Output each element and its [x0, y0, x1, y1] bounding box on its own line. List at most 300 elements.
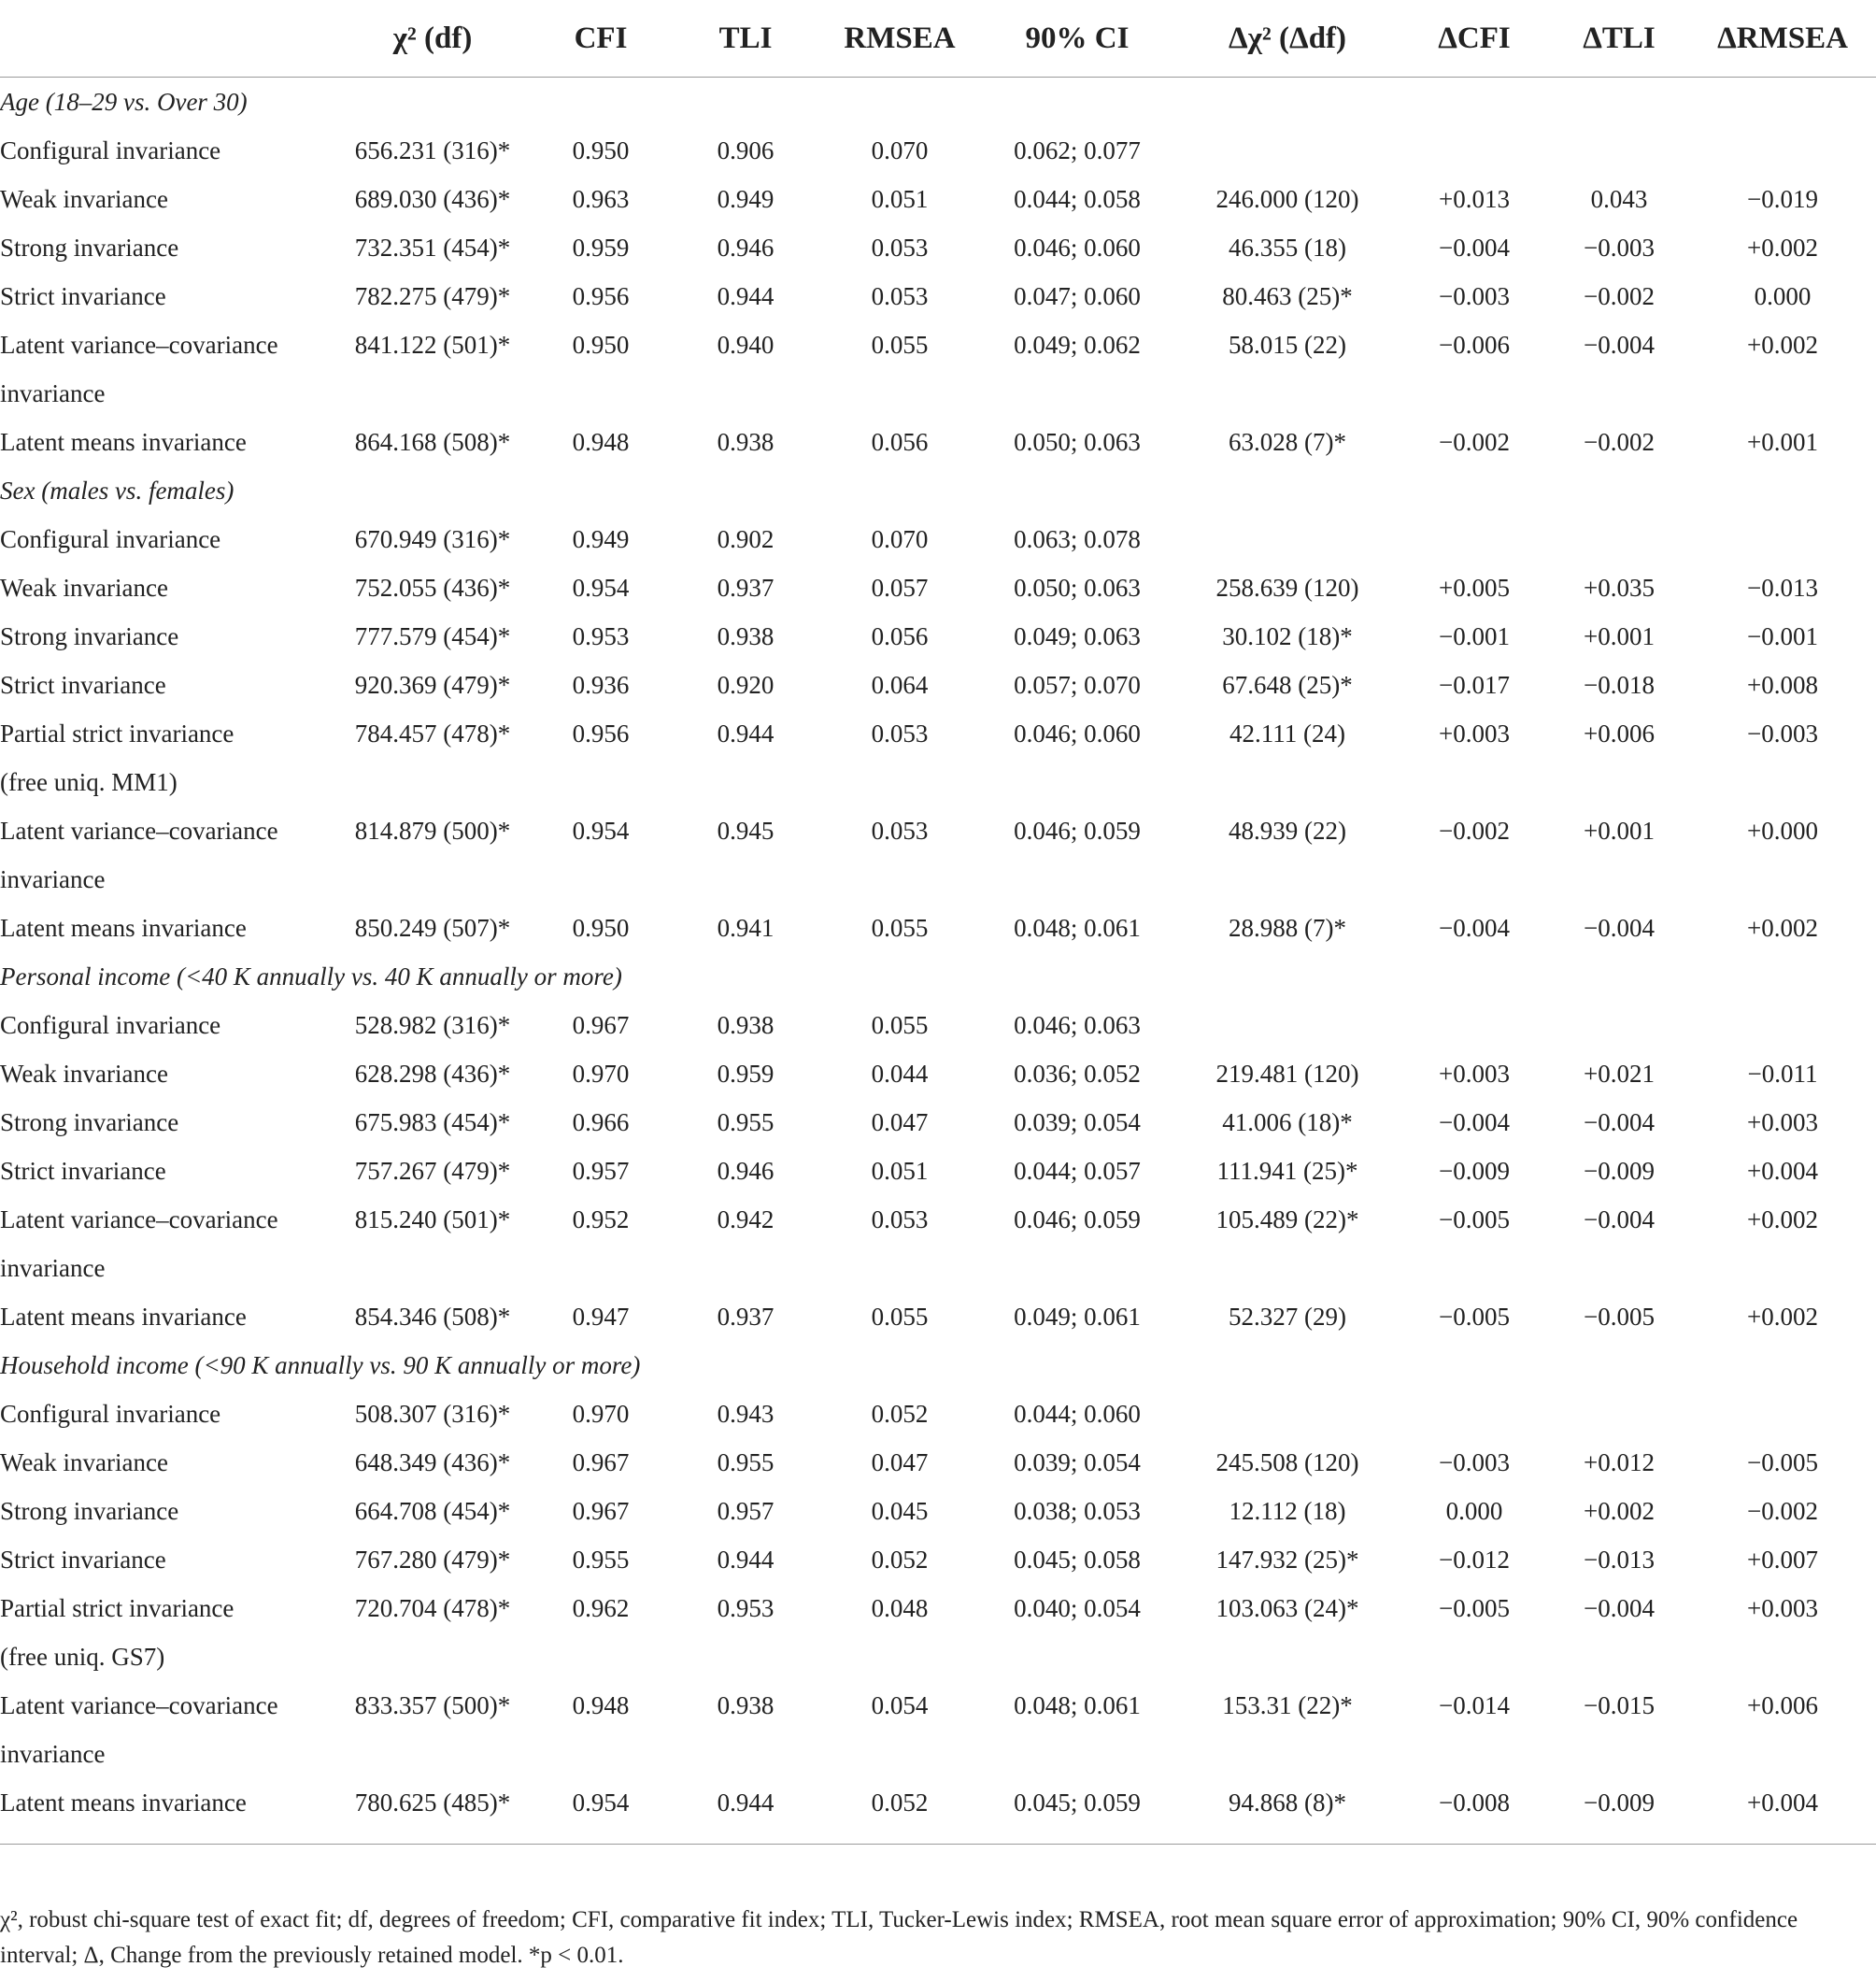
cell-dtli: −0.005 [1584, 1303, 1655, 1331]
cell-dtli: −0.013 [1584, 1546, 1655, 1574]
group-title: Sex (males vs. females) [0, 477, 234, 505]
row-label [0, 1535, 334, 1584]
cell-chi2: 720.704 (478)* [354, 1594, 511, 1622]
cell-dcfi: 0.000 [1445, 1497, 1503, 1525]
cell-ci: 0.048; 0.061 [1014, 1691, 1141, 1719]
table-row [0, 1049, 1876, 1098]
row-label-text: Latent means invariance [0, 914, 247, 942]
cell-cfi: 0.947 [572, 1303, 630, 1331]
cell-tli: 0.937 [717, 1303, 775, 1331]
cell-dcfi: +0.013 [1439, 185, 1510, 213]
cell-drmsea [1689, 1390, 1876, 1438]
cell-tli: 0.940 [717, 331, 775, 359]
header-delta-rmsea: ΔRMSEA [1689, 0, 1876, 78]
cell-tli: 0.946 [717, 234, 775, 262]
row-label-text: Strict invariance [0, 282, 166, 310]
cell-ci: 0.045; 0.059 [979, 1778, 1175, 1845]
cell-chi2: 841.122 (501)* [354, 331, 511, 359]
cell-rmsea: 0.070 [871, 136, 929, 164]
row-label-text: Latent variance–covariance [0, 331, 278, 359]
header-chi2: χ² (df) [334, 0, 531, 78]
cell-drmsea: +0.003 [1747, 1108, 1818, 1136]
cell-tli: 0.944 [717, 1546, 775, 1574]
cell-dchi2: 147.932 (25)* [1215, 1546, 1359, 1574]
cell-cfi: 0.950 [572, 331, 630, 359]
cell-dcfi [1400, 126, 1549, 175]
cell-rmsea: 0.056 [871, 622, 929, 650]
cell-dtli: −0.002 [1584, 428, 1655, 456]
cell-tli: 0.945 [717, 817, 775, 845]
cell-cfi: 0.949 [572, 525, 630, 553]
table-row [0, 272, 1876, 321]
cell-drmsea: +0.002 [1747, 1303, 1818, 1331]
cell-dcfi: −0.005 [1439, 1205, 1510, 1233]
cell-chi2: 528.982 (316)* [354, 1011, 511, 1039]
cell-drmsea: −0.011 [1747, 1060, 1818, 1088]
cell-dchi2: 48.939 (22) [1229, 817, 1346, 845]
cell-dtli: +0.002 [1584, 1497, 1655, 1525]
cell-dchi2: 245.508 (120) [1215, 1448, 1359, 1476]
table-row [0, 1778, 1876, 1845]
table-row [0, 1098, 1876, 1147]
table-row [0, 223, 1876, 272]
cell-ci: 0.046; 0.060 [1014, 234, 1141, 262]
row-label [0, 661, 334, 709]
cell-tli: 0.920 [717, 671, 775, 699]
group-header-row [0, 78, 1876, 127]
table-row [0, 806, 1876, 904]
cell-rmsea: 0.055 [871, 914, 929, 942]
cell-drmsea: −0.001 [1747, 622, 1818, 650]
header-delta-tli: ΔTLI [1549, 0, 1689, 78]
table-row [0, 1147, 1876, 1195]
cell-cfi: 0.967 [572, 1011, 630, 1039]
cell-rmsea: 0.052 [871, 1400, 929, 1428]
row-label-text: Strong invariance [0, 234, 179, 262]
cell-ci: 0.062; 0.077 [1014, 136, 1141, 164]
cell-dtli: +0.001 [1584, 817, 1655, 845]
row-label [0, 1147, 334, 1195]
row-label-text: Partial strict invariance [0, 720, 234, 748]
cell-dcfi [1400, 1390, 1549, 1438]
cell-tli: 0.943 [717, 1400, 775, 1428]
row-label [0, 1487, 334, 1535]
row-label-text: Latent means invariance [0, 1789, 247, 1817]
cell-tli: 0.957 [717, 1497, 775, 1525]
cell-rmsea: 0.052 [871, 1546, 929, 1574]
group-header-row [0, 952, 1876, 1001]
cell-dcfi: −0.006 [1439, 331, 1510, 359]
cell-dchi2: 30.102 (18)* [1222, 622, 1353, 650]
cell-dcfi: −0.002 [1439, 817, 1510, 845]
cell-dcfi: −0.008 [1400, 1778, 1549, 1845]
cell-ci: 0.040; 0.054 [1014, 1594, 1141, 1622]
cell-ci: 0.044; 0.058 [1014, 185, 1141, 213]
cell-tli: 0.938 [717, 622, 775, 650]
group-title: Age (18–29 vs. Over 30) [0, 88, 248, 116]
header-rmsea: RMSEA [820, 0, 979, 78]
cell-dcfi: −0.005 [1439, 1594, 1510, 1622]
cell-ci: 0.063; 0.078 [1014, 525, 1141, 553]
cell-dcfi: +0.003 [1439, 1060, 1510, 1088]
cell-rmsea: 0.056 [871, 428, 929, 456]
cell-dcfi: −0.004 [1439, 234, 1510, 262]
cell-tli: 0.938 [717, 428, 775, 456]
cell-drmsea: +0.003 [1747, 1594, 1818, 1622]
row-label-text: Strong invariance [0, 1497, 179, 1525]
cell-chi2: 814.879 (500)* [354, 817, 511, 845]
table-row [0, 1438, 1876, 1487]
cell-dcfi [1400, 1001, 1549, 1049]
cell-dcfi: −0.014 [1439, 1691, 1510, 1719]
cell-dtli: 0.043 [1590, 185, 1648, 213]
cell-drmsea: +0.002 [1747, 914, 1818, 942]
cell-dtli: −0.009 [1549, 1778, 1689, 1845]
cell-chi2: 757.267 (479)* [354, 1157, 511, 1185]
cell-tli: 0.944 [671, 1778, 820, 1845]
row-label-text: Latent variance–covariance [0, 817, 278, 845]
cell-chi2: 752.055 (436)* [354, 574, 511, 602]
cell-tli: 0.906 [717, 136, 775, 164]
table-body [0, 78, 1876, 1845]
cell-drmsea: +0.004 [1747, 1157, 1818, 1185]
cell-dtli: +0.006 [1584, 720, 1655, 748]
cell-dtli: −0.009 [1584, 1157, 1655, 1185]
cell-drmsea [1689, 126, 1876, 175]
cell-cfi: 0.963 [572, 185, 630, 213]
row-label-continuation: invariance [0, 1254, 106, 1282]
cell-drmsea: −0.013 [1747, 574, 1818, 602]
row-label [0, 1195, 334, 1292]
cell-dcfi: −0.004 [1439, 914, 1510, 942]
table-row [0, 1195, 1876, 1292]
row-label-continuation: invariance [0, 1740, 106, 1768]
row-label-text: Weak invariance [0, 574, 168, 602]
cell-tli: 0.944 [717, 720, 775, 748]
cell-chi2: 784.457 (478)* [354, 720, 511, 748]
row-label [0, 272, 334, 321]
row-label-text: Strict invariance [0, 671, 166, 699]
row-label [0, 1584, 334, 1681]
cell-ci: 0.039; 0.054 [1014, 1448, 1141, 1476]
cell-drmsea [1689, 515, 1876, 563]
cell-dtli [1549, 1001, 1689, 1049]
cell-tli: 0.955 [717, 1448, 775, 1476]
cell-drmsea: +0.002 [1747, 1205, 1818, 1233]
row-label [0, 1049, 334, 1098]
row-label-text: Configural invariance [0, 1011, 221, 1039]
cell-cfi: 0.956 [572, 282, 630, 310]
header-row [0, 0, 1876, 78]
row-label [0, 1098, 334, 1147]
cell-chi2: 689.030 (436)* [354, 185, 511, 213]
cell-tli: 0.946 [717, 1157, 775, 1185]
cell-chi2: 777.579 (454)* [354, 622, 511, 650]
row-label [0, 515, 334, 563]
cell-cfi: 0.952 [572, 1205, 630, 1233]
row-label-text: Configural invariance [0, 136, 221, 164]
cell-dcfi: −0.003 [1439, 282, 1510, 310]
cell-drmsea: +0.001 [1747, 428, 1818, 456]
cell-ci: 0.044; 0.057 [1014, 1157, 1141, 1185]
cell-chi2: 780.625 (485)* [334, 1778, 531, 1845]
cell-drmsea: −0.019 [1747, 185, 1818, 213]
cell-dchi2: 63.028 (7)* [1229, 428, 1346, 456]
table-row [0, 1292, 1876, 1341]
cell-chi2: 833.357 (500)* [354, 1691, 511, 1719]
cell-ci: 0.046; 0.063 [1014, 1011, 1141, 1039]
cell-rmsea: 0.054 [871, 1691, 929, 1719]
cell-dtli: +0.021 [1584, 1060, 1655, 1088]
cell-dchi2: 67.648 (25)* [1222, 671, 1353, 699]
header-label [0, 0, 334, 78]
cell-ci: 0.045; 0.058 [1014, 1546, 1141, 1574]
table-row [0, 1584, 1876, 1681]
row-label [0, 126, 334, 175]
cell-dcfi: −0.004 [1439, 1108, 1510, 1136]
row-label-text: Latent means invariance [0, 1303, 247, 1331]
row-label-continuation: (free uniq. GS7) [0, 1643, 165, 1671]
cell-rmsea: 0.044 [871, 1060, 929, 1088]
cell-chi2: 815.240 (501)* [354, 1205, 511, 1233]
cell-dcfi: −0.001 [1439, 622, 1510, 650]
group-header-row [0, 466, 1876, 515]
row-label [0, 1438, 334, 1487]
cell-rmsea: 0.047 [871, 1108, 929, 1136]
row-label-text: Weak invariance [0, 1060, 168, 1088]
cell-ci: 0.036; 0.052 [1014, 1060, 1141, 1088]
table-row [0, 709, 1876, 806]
row-label [0, 709, 334, 806]
cell-dcfi: −0.017 [1439, 671, 1510, 699]
cell-chi2: 508.307 (316)* [354, 1400, 511, 1428]
cell-rmsea: 0.053 [871, 817, 929, 845]
row-label-text: Weak invariance [0, 1448, 168, 1476]
table-row [0, 1681, 1876, 1778]
cell-dchi2: 105.489 (22)* [1215, 1205, 1359, 1233]
cell-ci: 0.049; 0.061 [1014, 1303, 1141, 1331]
row-label-text: Strict invariance [0, 1157, 166, 1185]
cell-tli: 0.902 [717, 525, 775, 553]
group-header-row [0, 1341, 1876, 1390]
cell-rmsea: 0.053 [871, 720, 929, 748]
table-footnote: χ², robust chi-square test of exact fit; df, degrees of freedom; CFI, comparative fit index; TLI, Tucker-Lewis index; RMSEA, root mean square error of approximation; 90% CI, 90% confidence interval; Δ, Change from the previously retained model. *p < 0.01. [0, 1907, 1798, 1968]
cell-dtli [1549, 126, 1689, 175]
row-label [0, 1292, 334, 1341]
cell-dchi2: 58.015 (22) [1229, 331, 1346, 359]
row-label [0, 1681, 334, 1778]
cell-chi2: 732.351 (454)* [354, 234, 511, 262]
cell-drmsea: +0.007 [1747, 1546, 1818, 1574]
cell-drmsea: +0.004 [1689, 1778, 1876, 1845]
row-label-text: Latent means invariance [0, 428, 247, 456]
cell-chi2: 782.275 (479)* [354, 282, 511, 310]
cell-cfi: 0.950 [572, 136, 630, 164]
cell-tli: 0.938 [717, 1691, 775, 1719]
cell-dchi2: 12.112 (18) [1229, 1497, 1346, 1525]
row-label [0, 321, 334, 418]
cell-ci: 0.050; 0.063 [1014, 574, 1141, 602]
cell-cfi: 0.957 [572, 1157, 630, 1185]
cell-dchi2: 111.941 (25)* [1216, 1157, 1358, 1185]
cell-dcfi: −0.003 [1439, 1448, 1510, 1476]
cell-chi2: 648.349 (436)* [354, 1448, 511, 1476]
cell-drmsea: +0.002 [1747, 331, 1818, 359]
cell-dchi2 [1175, 515, 1400, 563]
cell-cfi: 0.959 [572, 234, 630, 262]
cell-rmsea: 0.055 [871, 331, 929, 359]
cell-drmsea: 0.000 [1754, 282, 1812, 310]
row-label-continuation: invariance [0, 379, 106, 407]
cell-cfi: 0.955 [572, 1546, 630, 1574]
cell-chi2: 854.346 (508)* [354, 1303, 511, 1331]
cell-tli: 0.944 [717, 282, 775, 310]
cell-dtli: −0.004 [1584, 1108, 1655, 1136]
row-label-text: Strict invariance [0, 1546, 166, 1574]
cell-dtli: +0.035 [1584, 574, 1655, 602]
row-label-text: Configural invariance [0, 1400, 221, 1428]
cell-dchi2: 103.063 (24)* [1215, 1594, 1359, 1622]
cell-dchi2: 46.355 (18) [1229, 234, 1346, 262]
cell-cfi: 0.954 [572, 817, 630, 845]
table-row [0, 612, 1876, 661]
cell-dcfi: −0.012 [1439, 1546, 1510, 1574]
cell-chi2: 670.949 (316)* [354, 525, 511, 553]
cell-cfi: 0.970 [572, 1400, 630, 1428]
cell-chi2: 920.369 (479)* [354, 671, 511, 699]
row-label-text: Configural invariance [0, 525, 221, 553]
cell-dchi2: 52.327 (29) [1229, 1303, 1346, 1331]
row-label-text: Weak invariance [0, 185, 168, 213]
table-row [0, 904, 1876, 952]
cell-ci: 0.048; 0.061 [1014, 914, 1141, 942]
row-label [0, 904, 334, 952]
cell-rmsea: 0.064 [871, 671, 929, 699]
header-ci: 90% CI [979, 0, 1175, 78]
row-label-text: Latent variance–covariance [0, 1691, 278, 1719]
cell-ci: 0.044; 0.060 [1014, 1400, 1141, 1428]
cell-chi2: 850.249 (507)* [354, 914, 511, 942]
header-tli: TLI [671, 0, 820, 78]
table-row [0, 1001, 1876, 1049]
cell-rmsea: 0.053 [871, 1205, 929, 1233]
cell-cfi: 0.956 [572, 720, 630, 748]
cell-dchi2: 94.868 (8)* [1175, 1778, 1400, 1845]
cell-dchi2: 42.111 (24) [1229, 720, 1345, 748]
cell-ci: 0.046; 0.060 [1014, 720, 1141, 748]
cell-cfi: 0.953 [572, 622, 630, 650]
cell-cfi: 0.954 [531, 1778, 671, 1845]
cell-rmsea: 0.045 [871, 1497, 929, 1525]
table-row [0, 515, 1876, 563]
cell-cfi: 0.948 [572, 428, 630, 456]
cell-cfi: 0.948 [572, 1691, 630, 1719]
cell-cfi: 0.970 [572, 1060, 630, 1088]
cell-rmsea: 0.052 [820, 1778, 979, 1845]
cell-ci: 0.049; 0.063 [1014, 622, 1141, 650]
cell-dchi2: 153.31 (22)* [1222, 1691, 1353, 1719]
row-label [0, 175, 334, 223]
cell-ci: 0.049; 0.062 [1014, 331, 1141, 359]
row-label [0, 1778, 334, 1845]
table-row [0, 126, 1876, 175]
cell-cfi: 0.954 [572, 574, 630, 602]
cell-dcfi [1400, 515, 1549, 563]
table-row [0, 1390, 1876, 1438]
cell-chi2: 767.280 (479)* [354, 1546, 511, 1574]
cell-dtli: −0.002 [1584, 282, 1655, 310]
cell-dchi2: 246.000 (120) [1215, 185, 1359, 213]
cell-tli: 0.937 [717, 574, 775, 602]
cell-dchi2 [1175, 1001, 1400, 1049]
cell-chi2: 656.231 (316)* [354, 136, 511, 164]
group-title: Personal income (<40 K annually vs. 40 K annually or more) [0, 962, 622, 990]
row-label [0, 612, 334, 661]
cell-dtli: −0.004 [1584, 914, 1655, 942]
table-row [0, 563, 1876, 612]
cell-chi2: 864.168 (508)* [354, 428, 511, 456]
cell-dtli [1549, 1390, 1689, 1438]
cell-drmsea: +0.008 [1747, 671, 1818, 699]
cell-cfi: 0.966 [572, 1108, 630, 1136]
cell-dchi2: 80.463 (25)* [1222, 282, 1353, 310]
cell-ci: 0.038; 0.053 [1014, 1497, 1141, 1525]
cell-ci: 0.039; 0.054 [1014, 1108, 1141, 1136]
cell-ci: 0.046; 0.059 [1014, 1205, 1141, 1233]
row-label [0, 418, 334, 466]
cell-rmsea: 0.048 [871, 1594, 929, 1622]
cell-rmsea: 0.047 [871, 1448, 929, 1476]
cell-dtli: +0.001 [1584, 622, 1655, 650]
table-row [0, 1487, 1876, 1535]
cell-rmsea: 0.053 [871, 234, 929, 262]
cell-cfi: 0.936 [572, 671, 630, 699]
cell-drmsea: +0.006 [1747, 1691, 1818, 1719]
header-delta-cfi: ΔCFI [1400, 0, 1549, 78]
cell-dtli: −0.004 [1584, 1205, 1655, 1233]
cell-rmsea: 0.070 [871, 525, 929, 553]
cell-dtli [1549, 515, 1689, 563]
cell-dtli: −0.015 [1584, 1691, 1655, 1719]
cell-rmsea: 0.055 [871, 1303, 929, 1331]
cell-dchi2: 28.988 (7)* [1229, 914, 1346, 942]
row-label-text: Strong invariance [0, 622, 179, 650]
row-label [0, 223, 334, 272]
cell-tli: 0.938 [717, 1011, 775, 1039]
cell-drmsea: +0.000 [1747, 817, 1818, 845]
row-label [0, 1001, 334, 1049]
cell-dcfi: +0.003 [1439, 720, 1510, 748]
cell-dcfi: −0.009 [1439, 1157, 1510, 1185]
group-title: Household income (<90 K annually vs. 90 K annually or more) [0, 1351, 641, 1379]
row-label [0, 563, 334, 612]
cell-drmsea: −0.003 [1747, 720, 1818, 748]
header-delta-chi2: Δχ² (Δdf) [1175, 0, 1400, 78]
cell-drmsea: −0.002 [1747, 1497, 1818, 1525]
cell-cfi: 0.967 [572, 1448, 630, 1476]
row-label-text: Partial strict invariance [0, 1594, 234, 1622]
cell-ci: 0.047; 0.060 [1014, 282, 1141, 310]
cell-rmsea: 0.051 [871, 185, 929, 213]
cell-dtli: −0.004 [1584, 331, 1655, 359]
cell-ci: 0.050; 0.063 [1014, 428, 1141, 456]
cell-tli: 0.942 [717, 1205, 775, 1233]
cell-cfi: 0.967 [572, 1497, 630, 1525]
table-row [0, 1535, 1876, 1584]
header-cfi: CFI [531, 0, 671, 78]
cell-chi2: 664.708 (454)* [354, 1497, 511, 1525]
cell-rmsea: 0.051 [871, 1157, 929, 1185]
